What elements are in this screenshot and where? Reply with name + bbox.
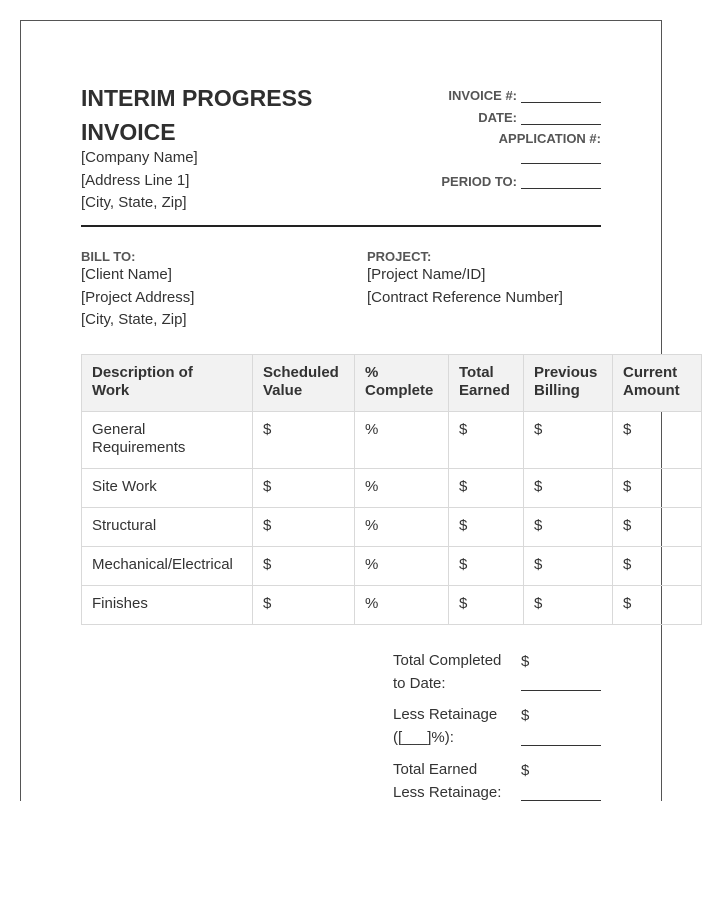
invoice-number-label: INVOICE #: — [448, 88, 517, 103]
table-row — [82, 469, 702, 508]
retainage-label: Less Retainage ([___]%): — [393, 706, 498, 746]
cell-previous-billing[interactable]: $ — [524, 508, 613, 547]
cell-scheduled-value[interactable]: $ — [253, 586, 355, 625]
cell-description[interactable]: Mechanical/Electrical — [82, 547, 253, 586]
col-header-percent-complete: % Complete — [355, 355, 449, 412]
cell-previous-billing[interactable]: $ — [524, 547, 613, 586]
retainage-currency: $ — [521, 707, 530, 724]
total-earned-currency: $ — [521, 762, 530, 779]
table-row — [82, 412, 702, 469]
cell-percent-complete[interactable]: % — [355, 547, 449, 586]
cell-description[interactable]: General Requirements — [82, 412, 253, 469]
cell-previous-billing[interactable]: $ — [524, 469, 613, 508]
retainage-field[interactable] — [521, 745, 601, 746]
title-line-2: INVOICE — [81, 119, 176, 145]
cell-percent-complete[interactable]: % — [355, 412, 449, 469]
col-header-total-earned: Total Earned — [449, 355, 524, 412]
cell-total-earned[interactable]: $ — [449, 547, 524, 586]
period-row — [441, 169, 601, 189]
invoice-number-field[interactable] — [521, 88, 601, 103]
project-name: [Project Name/ID] — [367, 266, 486, 283]
cell-scheduled-value[interactable]: $ — [253, 508, 355, 547]
cell-current-amount[interactable]: $ — [613, 586, 702, 625]
invoice-number-row — [448, 83, 601, 103]
cell-scheduled-value[interactable]: $ — [253, 412, 355, 469]
col-header-description: Description of Work — [82, 355, 253, 412]
cell-scheduled-value[interactable]: $ — [253, 469, 355, 508]
cell-previous-billing[interactable]: $ — [524, 586, 613, 625]
cell-percent-complete[interactable]: % — [355, 586, 449, 625]
total-earned-label: Total Earned Less Retainage: — [393, 761, 502, 801]
application-field[interactable] — [521, 163, 601, 164]
cell-total-earned[interactable]: $ — [449, 586, 524, 625]
cell-total-earned[interactable]: $ — [449, 412, 524, 469]
project-lines — [367, 264, 563, 309]
date-row — [478, 105, 601, 125]
cell-total-earned[interactable]: $ — [449, 469, 524, 508]
col-header-current-amount: Current Amount — [613, 355, 702, 412]
total-completed-label: Total Completed to Date: — [393, 652, 502, 692]
table-row — [82, 586, 702, 625]
cell-current-amount[interactable]: $ — [613, 469, 702, 508]
invoice-title — [81, 81, 381, 149]
title-line-1: INTERIM PROGRESS — [81, 85, 313, 111]
cell-scheduled-value[interactable]: $ — [253, 547, 355, 586]
col-header-previous-billing: Previous Billing — [524, 355, 613, 412]
invoice-page — [20, 20, 680, 801]
bill-to-label: BILL TO: — [81, 249, 136, 264]
company-address: [Address Line 1] — [81, 171, 190, 189]
table-row — [82, 547, 702, 586]
cell-description[interactable]: Finishes — [82, 586, 253, 625]
client-city: [City, State, Zip] — [81, 311, 187, 328]
period-label: PERIOD TO: — [441, 174, 517, 189]
line-items-table — [81, 354, 702, 625]
cell-percent-complete[interactable]: % — [355, 508, 449, 547]
date-label: DATE: — [478, 110, 517, 125]
total-earned-field[interactable] — [521, 800, 601, 801]
cell-current-amount[interactable]: $ — [613, 547, 702, 586]
table-header-row — [82, 355, 702, 412]
company-name: [Company Name] — [81, 149, 198, 166]
period-field[interactable] — [521, 174, 601, 189]
contract-reference: [Contract Reference Number] — [367, 288, 563, 306]
company-city: [City, State, Zip] — [81, 194, 187, 211]
bill-to-lines — [81, 264, 194, 332]
bill-to-block — [81, 249, 194, 332]
cell-current-amount[interactable]: $ — [613, 508, 702, 547]
total-completed-currency: $ — [521, 653, 530, 670]
project-label: PROJECT: — [367, 249, 432, 264]
cell-previous-billing[interactable]: $ — [524, 412, 613, 469]
client-name: [Client Name] — [81, 266, 172, 283]
cell-percent-complete[interactable]: % — [355, 469, 449, 508]
company-block — [81, 147, 198, 215]
project-address: [Project Address] — [81, 288, 195, 306]
cell-current-amount[interactable]: $ — [613, 412, 702, 469]
total-completed-field[interactable] — [521, 690, 601, 691]
col-header-scheduled-value: Scheduled Value — [253, 355, 355, 412]
project-block — [367, 249, 563, 309]
header-divider — [81, 225, 601, 227]
table-row — [82, 508, 702, 547]
application-row — [499, 126, 601, 146]
cell-total-earned[interactable]: $ — [449, 508, 524, 547]
cell-description[interactable]: Structural — [82, 508, 253, 547]
date-field[interactable] — [521, 110, 601, 125]
application-label: APPLICATION #: — [498, 131, 601, 146]
cell-description[interactable]: Site Work — [82, 469, 253, 508]
